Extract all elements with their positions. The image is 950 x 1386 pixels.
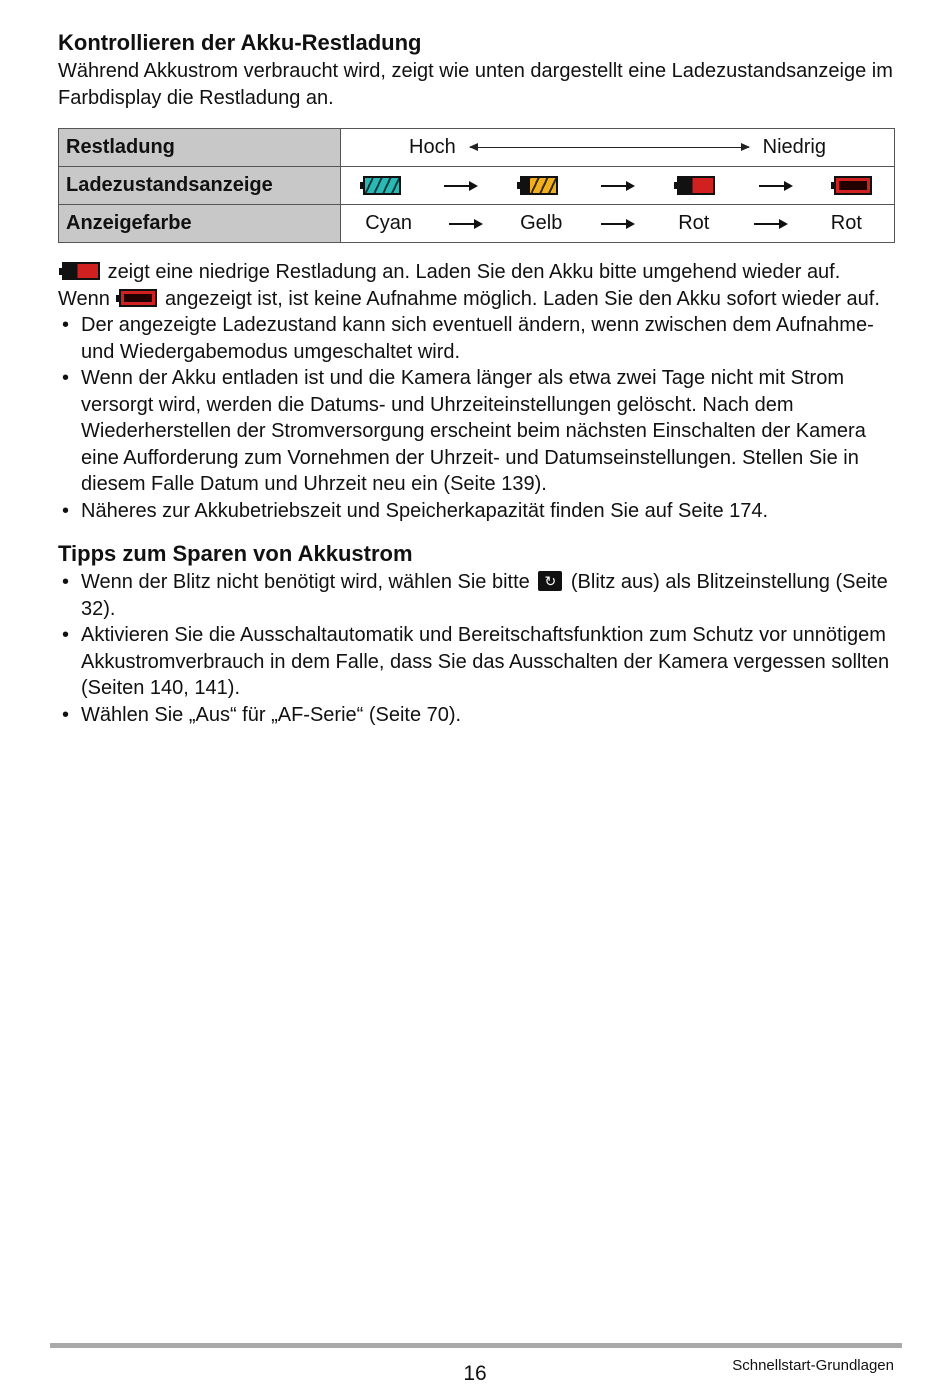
- table-row: [59, 129, 895, 167]
- list-item: [58, 569, 898, 622]
- battery-empty-icon: [834, 176, 872, 195]
- battery-level-table: [58, 128, 895, 243]
- empty-battery-text: angezeigt ist, ist keine Aufnahme möglich. Laden Sie den Akku sofort wieder auf.: [165, 287, 880, 310]
- color-label-rot: Rot: [830, 212, 862, 234]
- battery-low-icon: [62, 262, 100, 280]
- flash-tip-text-1: Wenn der Blitz nicht benötigt wird, wählen Sie bitte: [81, 571, 530, 593]
- list-item: • Wählen Sie „Aus“ für „AF-Serie“ (Seite 70).: [58, 702, 898, 729]
- list-item: • Der angezeigte Ladezustand kann sich eventuell ändern, wenn zwischen dem Aufnahme- und Wiedergabemodus umgeschaltet wird.: [58, 312, 898, 365]
- low-battery-note: [58, 259, 898, 286]
- color-label-gelb: Gelb: [520, 212, 563, 234]
- charge-range-cell: [341, 129, 895, 167]
- low-battery-text: zeigt eine niedrige Restladung an. Laden Sie den Akku bitte umgehend wieder auf.: [107, 261, 841, 283]
- arrow-right-icon: [601, 223, 633, 225]
- arrow-right-icon: [601, 185, 633, 187]
- battery-empty-icon: [119, 289, 157, 307]
- double-arrow-icon: [470, 147, 749, 148]
- empty-prefix: Wenn: [58, 287, 110, 310]
- indicator-color-cell: [341, 205, 895, 243]
- page-number: 16: [463, 1362, 487, 1385]
- section-title-tips: Tipps zum Sparen von Akkustrom: [58, 541, 413, 566]
- color-label-cyan: Cyan: [365, 212, 412, 234]
- arrow-right-icon: [449, 223, 481, 225]
- battery-notes-list: [58, 312, 898, 524]
- row-header-restladung: Restladung: [59, 129, 341, 167]
- charge-high-label: Hoch: [409, 136, 456, 158]
- tips-list: [58, 569, 898, 728]
- footer-divider: [50, 1343, 902, 1348]
- battery-medium-icon: [520, 176, 558, 195]
- list-item: • Wenn der Akku entladen ist und die Kamera länger als etwa zwei Tage nicht mit Strom versorgt wird, werden die Datums- und Uhrzeiteinstellungen gelöscht. Nach dem Wiederherstellen der Stromversorgung erscheint beim nächsten Einschalten der Kamera eine Aufforderung zum Vornehmen der Uhrzeit- und Datumseinstellungen. Stellen Sie in diesem Falle Datum und Uhrzeit neu ein (Seite 139).: [58, 365, 898, 498]
- table-row: [59, 205, 895, 243]
- list-item: • Aktivieren Sie die Ausschaltautomatik und Bereitschaftsfunktion zum Schutz vor unnötigem Akkustromverbrauch in dem Falle, dass Sie das Ausschalten der Kamera vergessen sollten (Seiten 140, 141).: [58, 622, 898, 702]
- row-header-ladezustandsanzeige: Ladezustandsanzeige: [59, 167, 341, 205]
- color-label-rot: Rot: [678, 212, 710, 234]
- page-content: [58, 28, 898, 728]
- empty-battery-note: [58, 286, 898, 313]
- battery-low-icon: [677, 176, 715, 195]
- table-row: [59, 167, 895, 205]
- footer-section-name: Schnellstart-Grundlagen: [732, 1357, 894, 1374]
- row-header-anzeigefarbe: Anzeigefarbe: [59, 205, 341, 243]
- flash-off-icon: ↻: [538, 571, 562, 591]
- charge-low-label: Niedrig: [762, 136, 826, 158]
- arrow-right-icon: [759, 185, 791, 187]
- battery-full-icon: [363, 176, 401, 195]
- arrow-right-icon: [444, 185, 476, 187]
- arrow-right-icon: [754, 223, 786, 225]
- flash-tip-text-2: (Blitz aus) als Blitzeinstellung (Seite 32).: [81, 571, 888, 620]
- battery-indicator-cell: [341, 167, 895, 205]
- list-item: • Näheres zur Akkubetriebszeit und Speicherkapazität finden Sie auf Seite 174.: [58, 498, 898, 525]
- section-title-battery: Kontrollieren der Akku-Restladung: [58, 30, 422, 55]
- intro-paragraph: Während Akkustrom verbraucht wird, zeigt wie unten dargestellt eine Ladezustandsanzeige im Farbdisplay die Restladung an.: [58, 60, 893, 109]
